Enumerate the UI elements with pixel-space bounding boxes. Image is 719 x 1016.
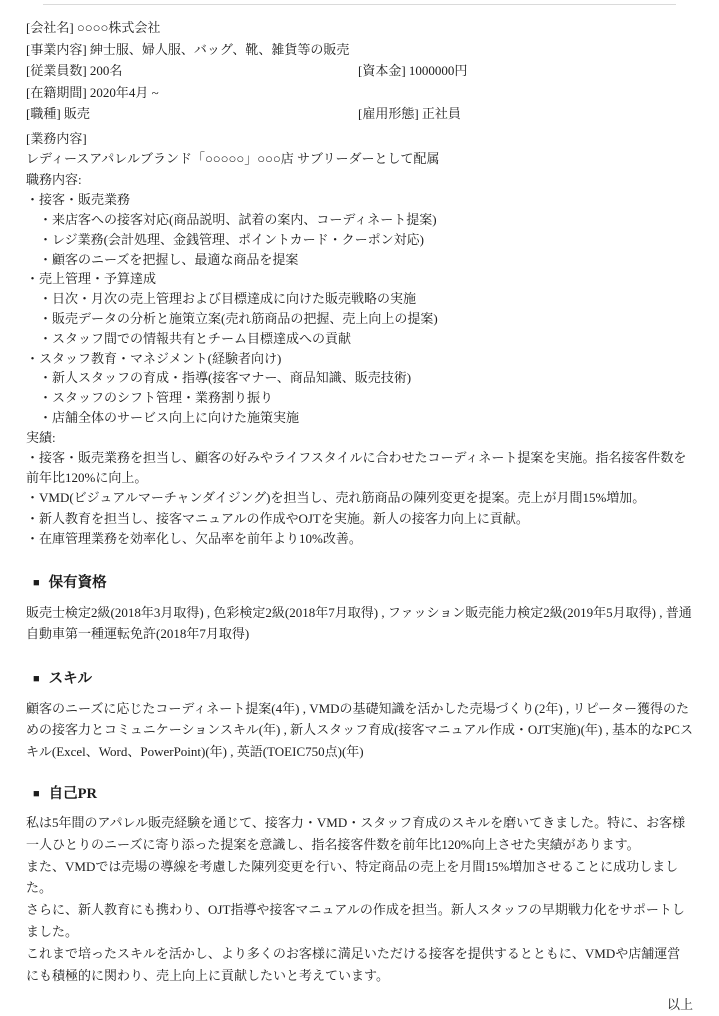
jobtype-value: 販売: [63, 106, 90, 122]
duty-item: ・日次・月次の売上管理および目標達成に向けた販売戦略の実施: [39, 291, 417, 307]
self-pr-body: [26, 812, 693, 986]
duties-heading: 職務内容:: [26, 171, 82, 187]
employment-label: [雇用形態]: [358, 106, 419, 122]
duty-item: ・店舗全体のサービス向上に向けた施策実施: [39, 409, 300, 425]
document-content: [26, 17, 693, 1016]
tenure-label: [在籍期間]: [26, 84, 87, 100]
duty-item: ・新人スタッフの育成・指導(接客マナー、商品知識、販売技術): [39, 370, 412, 386]
capital-cell: [358, 60, 693, 82]
achievement-item: ・在庫管理業務を効率化し、欠品率を前年より10%改善。: [26, 530, 362, 546]
self-pr-paragraph: また、VMDでは売場の導線を考慮した陳列変更を行い、特定商品の売上を月間15%増加させることに成功しました。: [26, 858, 679, 896]
achievement-item: ・新人教育を担当し、接客マニュアルの作成やOJTを実施。新人の接客力向上に貢献。: [26, 510, 529, 526]
square-bullet-icon: ■: [33, 788, 40, 800]
duty-item: ・スタッフ間での情報共有とチーム目標達成への貢献: [39, 330, 352, 346]
jobtype-employment-row: [26, 103, 693, 125]
duty-item: ・来店客への接客対応(商品説明、試着の案内、コーディネート提案): [39, 211, 437, 227]
capital-value: 1000000円: [408, 63, 468, 79]
employment-cell: [358, 103, 693, 125]
employees-label: [従業員数]: [26, 63, 87, 79]
business-row: [26, 39, 693, 61]
self-pr-paragraph: さらに、新人教育にも携わり、OJT指導や接客マニュアルの作成を担当。新人スタッフの早期戦力化をサポートしました。: [26, 902, 685, 939]
employees-cell: [26, 60, 358, 82]
page-top-divider: [43, 4, 676, 5]
tenure-value: 2020年4月 ~: [89, 84, 159, 100]
qualifications-body: 販売士検定2級(2018年3月取得) , 色彩検定2級(2018年7月取得) , ファッション販売能力検定2級(2019年5月取得) , 普通自動車第一種運転免許(2018年7月取得): [26, 604, 692, 642]
achievements-heading: 実績:: [26, 429, 56, 445]
achievement-item: ・VMD(ビジュアルマーチャンダイジング)を担当し、売れ筋商品の陳列変更を提案。売上が月間15%増加。: [26, 490, 646, 506]
duty-item: ・売上管理・予算達成: [26, 271, 157, 287]
tenure-row: [26, 82, 693, 104]
employment-value: 正社員: [421, 106, 461, 122]
duty-item: ・レジ業務(会計処理、金銭管理、ポイントカード・クーポン対応): [39, 231, 424, 247]
self-pr-heading: [26, 786, 693, 802]
company-info-block: [26, 17, 693, 125]
skills-title: スキル: [48, 670, 93, 687]
duty-item: ・販売データの分析と施策立案(売れ筋商品の把握、売上向上の提案): [39, 310, 438, 326]
employees-capital-row: [26, 60, 693, 82]
skills-section: [26, 671, 693, 762]
company-name-value: ○○○○株式会社: [76, 20, 161, 35]
employees-value: 200名: [89, 63, 123, 79]
achievement-item: ・接客・販売業務を担当し、顧客の好みやライフスタイルに合わせたコーディネート提案を実施。指名接客件数を前年比120%に向上。: [26, 449, 687, 486]
duty-item: ・顧客のニーズを把握し、最適な商品を提案: [39, 251, 299, 267]
work-description-block: [26, 129, 693, 549]
qualifications-title: 保有資格: [48, 574, 107, 591]
company-name-row: [26, 17, 693, 39]
self-pr-title: 自己PR: [48, 786, 97, 802]
skills-body: 顧客のニーズに応じたコーディネート提案(4年) , VMDの基礎知識を活かした売場づくり(2年) , リピーター獲得のための接客力とコミュニケーションスキル(年) , 新人スタッフ育成(接客マニュアル作成・OJT実施)(年) , 基本的なPCスキル(Excel、Word、PowerPoint)(年) , 英語(TOEIC750点)(年): [26, 700, 693, 759]
qualifications-section: [26, 575, 693, 645]
qualifications-heading: [26, 575, 693, 591]
assignment-line: レディースアパレルブランド「○○○○○」○○○店 サブリーダーとして配属: [26, 151, 440, 167]
work-description-label: [業務内容]: [26, 130, 87, 146]
capital-label: [資本金]: [358, 63, 406, 79]
achievements-block: [26, 428, 693, 549]
duty-item: ・スタッフのシフト管理・業務割り振り: [39, 390, 274, 406]
self-pr-paragraph: これまで培ったスキルを活かし、より多くのお客様に満足いただける接客を提供するとともに、VMDや店舗運営にも積極的に関わり、売上向上に貢献したいと考えています。: [26, 945, 681, 983]
duty-item: ・接客・販売業務: [26, 192, 131, 208]
skills-heading: [26, 671, 693, 687]
business-value: 紳士服、婦人服、バッグ、靴、雑貨等の販売: [89, 41, 350, 57]
square-bullet-icon: ■: [33, 576, 40, 589]
jobtype-label: [職種]: [26, 106, 61, 122]
duty-item: ・スタッフ教育・マネジメント(経験者向け): [26, 350, 282, 366]
closing-line: 以上: [666, 997, 693, 1013]
business-label: [事業内容]: [26, 41, 87, 57]
self-pr-section: [26, 786, 693, 986]
square-bullet-icon: ■: [33, 672, 40, 685]
company-name-label: [会社名]: [26, 20, 74, 35]
jobtype-cell: [26, 103, 358, 125]
duty-list: [26, 190, 693, 428]
self-pr-paragraph: 私は5年間のアパレル販売経験を通じて、接客力・VMD・スタッフ育成のスキルを磨いてきました。特に、お客様一人ひとりのニーズに寄り添った提案を意識し、指名接客件数を前年比120%向上させた実績があります。: [26, 815, 686, 852]
